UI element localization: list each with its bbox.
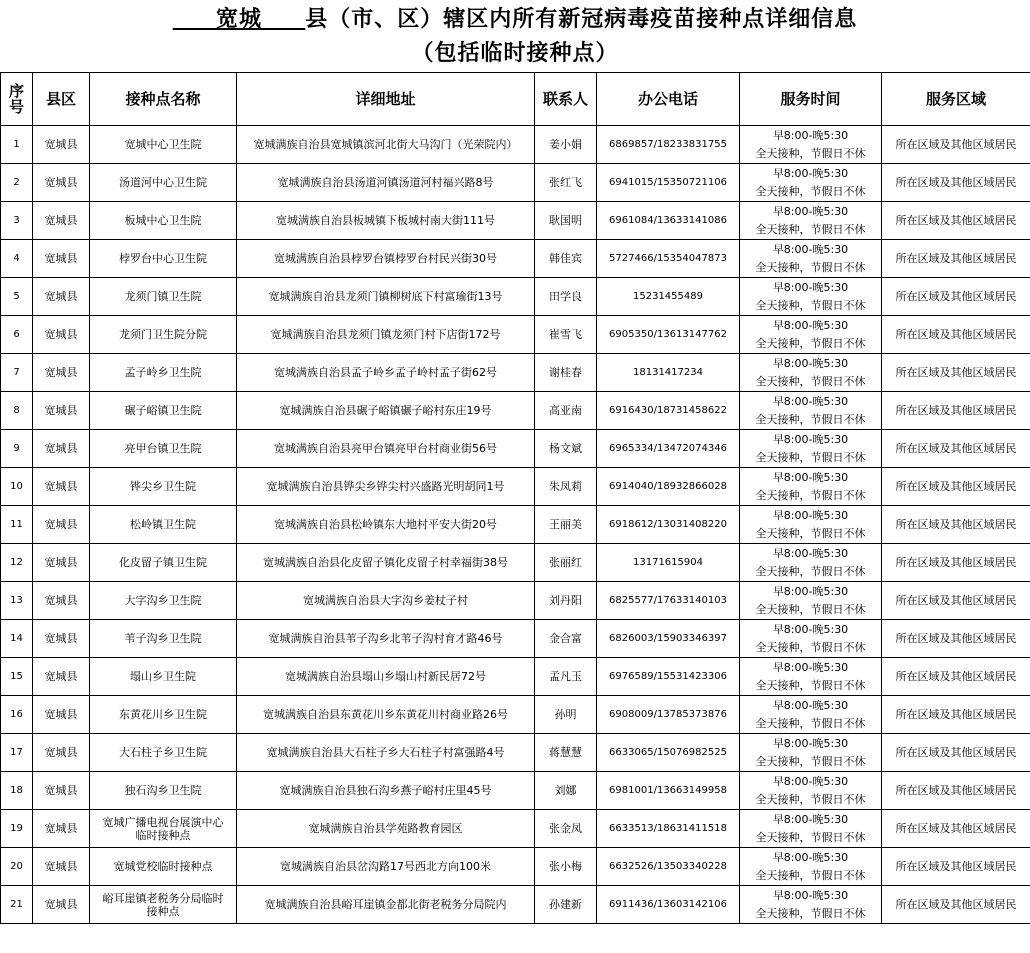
service-note: 全天接种，节假日不休 (755, 792, 866, 806)
service-note: 全天接种，节假日不休 (755, 412, 866, 426)
cell-county: 宽城县 (33, 772, 90, 810)
cell-seq: 6 (1, 316, 33, 354)
cell-service-area: 所在区域及其他区域居民 (882, 848, 1030, 886)
site-name-line: 接种点 (146, 904, 180, 918)
cell-phone: 6869857/18233831755 (597, 126, 740, 164)
service-hours: 早8:00-晚5:30 (772, 736, 849, 750)
cell-phone: 6911436/13603142106 (597, 886, 740, 924)
cell-site-name: 孟子岭乡卫生院 (90, 354, 237, 392)
table-row (1, 354, 1030, 392)
cell-site-name: 桲罗台中心卫生院 (90, 240, 237, 278)
service-note: 全天接种，节假日不休 (755, 260, 866, 274)
service-hours: 早8:00-晚5:30 (772, 280, 849, 294)
cell-contact: 张金凤 (535, 810, 597, 848)
cell-contact: 王丽美 (535, 506, 597, 544)
cell-contact: 张丽红 (535, 544, 597, 582)
cell-contact: 朱凤莉 (535, 468, 597, 506)
cell-address: 宽城满族自治县龙须门镇柳树底下村富瑜街13号 (237, 278, 535, 316)
cell-contact: 孙建新 (535, 886, 597, 924)
cell-site-name: 碾子峪镇卫生院 (90, 392, 237, 430)
service-hours: 早8:00-晚5:30 (772, 508, 849, 522)
cell-seq: 2 (1, 164, 33, 202)
document-subtitle: （包括临时接种点） (411, 40, 619, 66)
table-row (1, 240, 1030, 278)
header-address: 详细地址 (237, 73, 535, 126)
cell-phone: 6633513/18631411518 (597, 810, 740, 848)
service-hours: 早8:00-晚5:30 (772, 318, 849, 332)
cell-seq: 21 (1, 886, 33, 924)
cell-contact: 孙明 (535, 696, 597, 734)
cell-seq: 17 (1, 734, 33, 772)
cell-phone: 6914040/18932866028 (597, 468, 740, 506)
cell-phone: 6826003/15903346397 (597, 620, 740, 658)
header-contact: 联系人 (535, 73, 597, 126)
cell-address: 宽城满族自治县学苑路教育园区 (237, 810, 535, 848)
cell-service-area: 所在区域及其他区域居民 (882, 392, 1030, 430)
cell-service-area: 所在区域及其他区域居民 (882, 240, 1030, 278)
service-hours: 早8:00-晚5:30 (772, 394, 849, 408)
table-row (1, 886, 1030, 924)
cell-seq: 14 (1, 620, 33, 658)
cell-county: 宽城县 (33, 544, 90, 582)
service-note: 全天接种，节假日不休 (755, 602, 866, 616)
cell-seq: 3 (1, 202, 33, 240)
cell-service-area: 所在区域及其他区域居民 (882, 772, 1030, 810)
cell-county: 宽城县 (33, 240, 90, 278)
table-row (1, 468, 1030, 506)
cell-contact: 崔雪飞 (535, 316, 597, 354)
service-hours: 早8:00-晚5:30 (772, 470, 849, 484)
cell-phone: 6905350/13613147762 (597, 316, 740, 354)
cell-contact: 杨文斌 (535, 430, 597, 468)
table-row (1, 164, 1030, 202)
cell-service-area: 所在区域及其他区域居民 (882, 734, 1030, 772)
service-hours: 早8:00-晚5:30 (772, 660, 849, 674)
cell-service-time (740, 506, 882, 544)
cell-contact: 张小梅 (535, 848, 597, 886)
site-name-line: 宽城广播电视台展演中心 (102, 815, 224, 829)
cell-seq: 5 (1, 278, 33, 316)
cell-contact: 谢桂春 (535, 354, 597, 392)
cell-contact: 刘丹阳 (535, 582, 597, 620)
header-seq: 序 号 (1, 73, 33, 126)
cell-address: 宽城满族自治县龙须门镇龙须门村下店街172号 (237, 316, 535, 354)
service-hours: 早8:00-晚5:30 (772, 584, 849, 598)
service-note: 全天接种，节假日不休 (755, 526, 866, 540)
cell-service-area: 所在区域及其他区域居民 (882, 658, 1030, 696)
service-note: 全天接种，节假日不休 (755, 640, 866, 654)
service-hours: 早8:00-晚5:30 (772, 774, 849, 788)
cell-county: 宽城县 (33, 734, 90, 772)
service-hours: 早8:00-晚5:30 (772, 850, 849, 864)
cell-service-area: 所在区域及其他区域居民 (882, 544, 1030, 582)
service-hours: 早8:00-晚5:30 (772, 812, 849, 826)
cell-site-name: 东黄花川乡卫生院 (90, 696, 237, 734)
cell-site-name: 塌山乡卫生院 (90, 658, 237, 696)
table-row (1, 392, 1030, 430)
cell-phone: 6633065/15076982525 (597, 734, 740, 772)
cell-service-time (740, 544, 882, 582)
cell-county: 宽城县 (33, 658, 90, 696)
cell-seq: 13 (1, 582, 33, 620)
cell-service-time (740, 658, 882, 696)
cell-service-area: 所在区域及其他区域居民 (882, 126, 1030, 164)
table-row (1, 278, 1030, 316)
cell-contact: 金合富 (535, 620, 597, 658)
service-hours: 早8:00-晚5:30 (772, 204, 849, 218)
cell-address: 宽城满族自治县板城镇下板城村南大街111号 (237, 202, 535, 240)
cell-county: 宽城县 (33, 126, 90, 164)
table-row (1, 126, 1030, 164)
cell-service-area: 所在区域及其他区域居民 (882, 278, 1030, 316)
cell-site-name (90, 810, 237, 848)
cell-phone: 6965334/13472074346 (597, 430, 740, 468)
service-note: 全天接种，节假日不休 (755, 146, 866, 160)
cell-service-time (740, 582, 882, 620)
cell-seq: 11 (1, 506, 33, 544)
cell-service-time (740, 354, 882, 392)
cell-service-time (740, 772, 882, 810)
service-hours: 早8:00-晚5:30 (772, 128, 849, 142)
cell-site-name: 大石柱子乡卫生院 (90, 734, 237, 772)
cell-county: 宽城县 (33, 316, 90, 354)
table-row (1, 202, 1030, 240)
service-note: 全天接种，节假日不休 (755, 374, 866, 388)
cell-phone: 6918612/13031408220 (597, 506, 740, 544)
cell-county: 宽城县 (33, 848, 90, 886)
cell-seq: 12 (1, 544, 33, 582)
cell-phone: 6941015/15350721106 (597, 164, 740, 202)
cell-service-time (740, 392, 882, 430)
cell-county: 宽城县 (33, 696, 90, 734)
cell-phone: 13171615904 (597, 544, 740, 582)
cell-address: 宽城满族自治县松岭镇东大地村平安大街20号 (237, 506, 535, 544)
cell-site-name: 宽城党校临时接种点 (90, 848, 237, 886)
cell-address: 宽城满族自治县大石柱子乡大石柱子村富强路4号 (237, 734, 535, 772)
cell-service-area: 所在区域及其他区域居民 (882, 164, 1030, 202)
cell-service-area: 所在区域及其他区域居民 (882, 506, 1030, 544)
table-body (1, 126, 1030, 924)
cell-site-name: 独石沟乡卫生院 (90, 772, 237, 810)
cell-address: 宽城满族自治县化皮留子镇化皮留子村幸福街38号 (237, 544, 535, 582)
table-row (1, 848, 1030, 886)
cell-address: 宽城满族自治县汤道河镇汤道河村福兴路8号 (237, 164, 535, 202)
cell-service-area: 所在区域及其他区域居民 (882, 582, 1030, 620)
cell-service-area: 所在区域及其他区域居民 (882, 810, 1030, 848)
cell-service-time (740, 126, 882, 164)
cell-address: 宽城满族自治县塌山乡塌山村新民居72号 (237, 658, 535, 696)
cell-contact: 田学良 (535, 278, 597, 316)
cell-county: 宽城县 (33, 886, 90, 924)
cell-address: 宽城满族自治县大字沟乡姜杖子村 (237, 582, 535, 620)
table-row (1, 620, 1030, 658)
cell-phone: 6825577/17633140103 (597, 582, 740, 620)
service-hours: 早8:00-晚5:30 (772, 622, 849, 636)
cell-site-name: 汤道河中心卫生院 (90, 164, 237, 202)
cell-phone: 6908009/13785373876 (597, 696, 740, 734)
cell-seq: 16 (1, 696, 33, 734)
cell-phone: 6981001/13663149958 (597, 772, 740, 810)
table-row (1, 544, 1030, 582)
service-note: 全天接种，节假日不休 (755, 906, 866, 920)
service-hours: 早8:00-晚5:30 (772, 432, 849, 446)
service-hours: 早8:00-晚5:30 (772, 166, 849, 180)
service-note: 全天接种，节假日不休 (755, 298, 866, 312)
cell-site-name: 龙须门卫生院分院 (90, 316, 237, 354)
cell-seq: 4 (1, 240, 33, 278)
cell-address: 宽城满族自治县铧尖乡铧尖村兴盛路光明胡同1号 (237, 468, 535, 506)
table-header-row (1, 73, 1030, 126)
service-note: 全天接种，节假日不休 (755, 488, 866, 502)
site-name-line: 峪耳崖镇老税务分局临时 (102, 891, 224, 905)
header-service-time: 服务时间 (740, 73, 882, 126)
cell-service-time (740, 810, 882, 848)
cell-county: 宽城县 (33, 810, 90, 848)
vaccination-sites-table (0, 72, 1030, 924)
cell-address: 宽城满族自治县岔沟路17号西北方向100米 (237, 848, 535, 886)
service-note: 全天接种，节假日不休 (755, 754, 866, 768)
header-service-area: 服务区域 (882, 73, 1030, 126)
cell-phone: 6961084/13633141086 (597, 202, 740, 240)
cell-contact: 高亚南 (535, 392, 597, 430)
cell-contact: 刘娜 (535, 772, 597, 810)
service-note: 全天接种，节假日不休 (755, 450, 866, 464)
cell-county: 宽城县 (33, 582, 90, 620)
service-hours: 早8:00-晚5:30 (772, 698, 849, 712)
cell-service-time (740, 886, 882, 924)
cell-seq: 9 (1, 430, 33, 468)
table-row (1, 506, 1030, 544)
cell-service-area: 所在区域及其他区域居民 (882, 696, 1030, 734)
cell-seq: 15 (1, 658, 33, 696)
service-note: 全天接种，节假日不休 (755, 830, 866, 844)
cell-site-name: 亮甲台镇卫生院 (90, 430, 237, 468)
cell-site-name: 宽城中心卫生院 (90, 126, 237, 164)
table-row (1, 658, 1030, 696)
cell-county: 宽城县 (33, 202, 90, 240)
table-row (1, 430, 1030, 468)
cell-service-area: 所在区域及其他区域居民 (882, 886, 1030, 924)
cell-county: 宽城县 (33, 392, 90, 430)
table-row (1, 734, 1030, 772)
service-note: 全天接种，节假日不休 (755, 184, 866, 198)
cell-site-name (90, 886, 237, 924)
county-fill-in: 宽城 (215, 6, 262, 32)
cell-service-area: 所在区域及其他区域居民 (882, 468, 1030, 506)
cell-phone: 6916430/18731458622 (597, 392, 740, 430)
table-row (1, 696, 1030, 734)
cell-service-time (740, 468, 882, 506)
cell-contact: 张红飞 (535, 164, 597, 202)
service-note: 全天接种，节假日不休 (755, 868, 866, 882)
cell-service-time (740, 164, 882, 202)
header-site-name: 接种点名称 (90, 73, 237, 126)
cell-seq: 8 (1, 392, 33, 430)
service-hours: 早8:00-晚5:30 (772, 242, 849, 256)
service-hours: 早8:00-晚5:30 (772, 888, 849, 902)
cell-site-name: 铧尖乡卫生院 (90, 468, 237, 506)
cell-address: 宽城满族自治县独石沟乡燕子峪村庄里45号 (237, 772, 535, 810)
cell-county: 宽城县 (33, 506, 90, 544)
cell-contact: 蒋慧慧 (535, 734, 597, 772)
cell-county: 宽城县 (33, 164, 90, 202)
cell-county: 宽城县 (33, 620, 90, 658)
cell-service-time (740, 734, 882, 772)
cell-service-time (740, 696, 882, 734)
cell-address: 宽城满族自治县苇子沟乡北苇子沟村育才路46号 (237, 620, 535, 658)
cell-service-time (740, 278, 882, 316)
cell-site-name: 化皮留子镇卫生院 (90, 544, 237, 582)
cell-seq: 18 (1, 772, 33, 810)
cell-phone: 6632526/13503340228 (597, 848, 740, 886)
document-title-main: 县（市、区）辖区内所有新冠病毒疫苗接种点详细信息 (305, 6, 858, 32)
cell-address: 宽城满族自治县宽城镇滨河北街大马沟门（光荣院内） (237, 126, 535, 164)
cell-county: 宽城县 (33, 278, 90, 316)
cell-service-area: 所在区域及其他区域居民 (882, 202, 1030, 240)
site-name-line: 临时接种点 (135, 828, 191, 842)
cell-service-time (740, 848, 882, 886)
cell-county: 宽城县 (33, 430, 90, 468)
service-hours: 早8:00-晚5:30 (772, 546, 849, 560)
cell-address: 宽城满族自治县东黄花川乡东黄花川村商业路26号 (237, 696, 535, 734)
cell-seq: 1 (1, 126, 33, 164)
cell-service-time (740, 240, 882, 278)
service-note: 全天接种，节假日不休 (755, 716, 866, 730)
cell-county: 宽城县 (33, 354, 90, 392)
cell-phone: 15231455489 (597, 278, 740, 316)
service-note: 全天接种，节假日不休 (755, 564, 866, 578)
cell-service-area: 所在区域及其他区域居民 (882, 430, 1030, 468)
header-county: 县区 (33, 73, 90, 126)
cell-address: 宽城满族自治县亮甲台镇亮甲台村商业街56号 (237, 430, 535, 468)
table-row (1, 772, 1030, 810)
cell-service-time (740, 202, 882, 240)
service-note: 全天接种，节假日不休 (755, 678, 866, 692)
cell-site-name: 苇子沟乡卫生院 (90, 620, 237, 658)
service-note: 全天接种，节假日不休 (755, 336, 866, 350)
cell-address: 宽城满族自治县峪耳崖镇金都北街老税务分局院内 (237, 886, 535, 924)
cell-address: 宽城满族自治县桲罗台镇桲罗台村民兴街30号 (237, 240, 535, 278)
cell-site-name: 板城中心卫生院 (90, 202, 237, 240)
cell-phone: 18131417234 (597, 354, 740, 392)
cell-service-time (740, 620, 882, 658)
cell-service-area: 所在区域及其他区域居民 (882, 354, 1030, 392)
cell-service-time (740, 316, 882, 354)
table-row (1, 316, 1030, 354)
service-hours: 早8:00-晚5:30 (772, 356, 849, 370)
cell-seq: 20 (1, 848, 33, 886)
cell-service-area: 所在区域及其他区域居民 (882, 316, 1030, 354)
cell-service-time (740, 430, 882, 468)
cell-service-area: 所在区域及其他区域居民 (882, 620, 1030, 658)
cell-seq: 19 (1, 810, 33, 848)
cell-address: 宽城满族自治县孟子岭乡孟子岭村孟子街62号 (237, 354, 535, 392)
cell-contact: 孟凡玉 (535, 658, 597, 696)
cell-phone: 6976589/15531423306 (597, 658, 740, 696)
cell-address: 宽城满族自治县碾子峪镇碾子峪村东庄19号 (237, 392, 535, 430)
header-phone: 办公电话 (597, 73, 740, 126)
cell-seq: 7 (1, 354, 33, 392)
cell-contact: 韩佳宾 (535, 240, 597, 278)
cell-site-name: 大字沟乡卫生院 (90, 582, 237, 620)
table-row (1, 582, 1030, 620)
cell-phone: 5727466/15354047873 (597, 240, 740, 278)
cell-site-name: 龙须门镇卫生院 (90, 278, 237, 316)
cell-contact: 耿国明 (535, 202, 597, 240)
table-row (1, 810, 1030, 848)
document-title (0, 4, 1030, 34)
cell-county: 宽城县 (33, 468, 90, 506)
cell-site-name: 松岭镇卫生院 (90, 506, 237, 544)
cell-contact: 姜小娟 (535, 126, 597, 164)
cell-seq: 10 (1, 468, 33, 506)
service-note: 全天接种，节假日不休 (755, 222, 866, 236)
